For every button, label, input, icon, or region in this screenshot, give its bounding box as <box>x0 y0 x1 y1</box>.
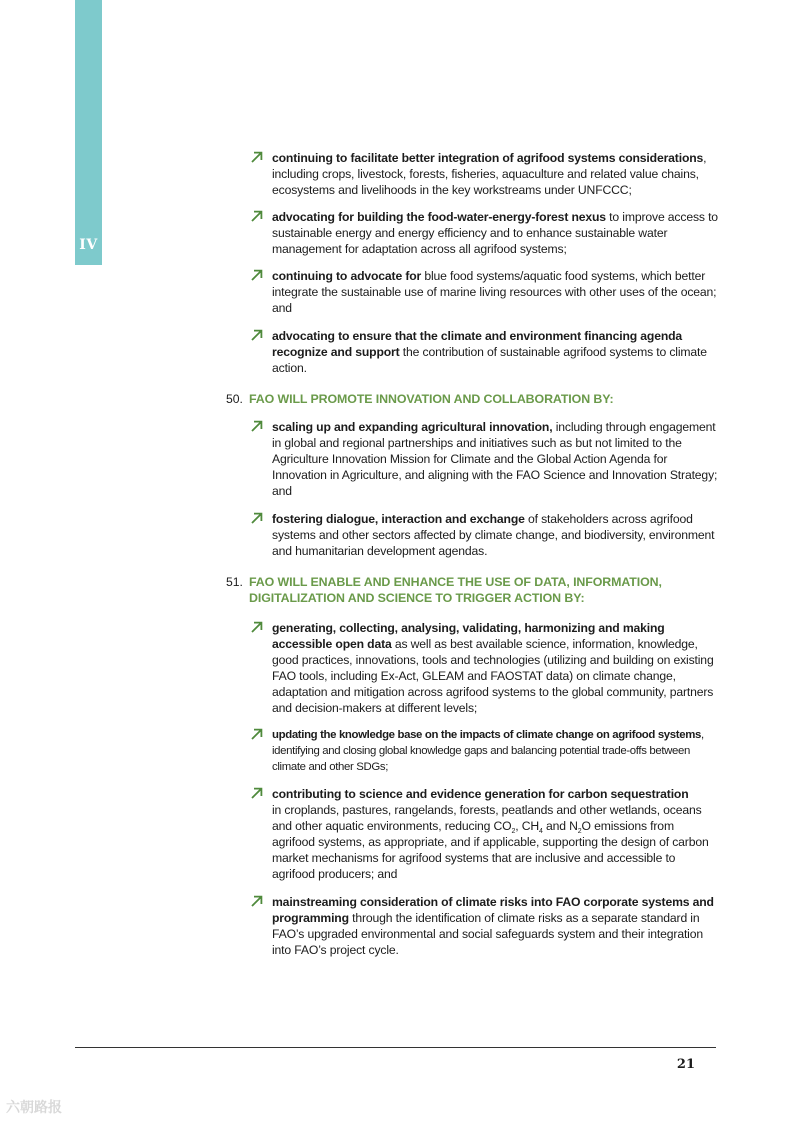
section-number: 51. <box>226 575 243 589</box>
footer-divider <box>75 1047 716 1048</box>
arrow-bullet-icon <box>250 786 264 800</box>
list-item <box>272 150 720 198</box>
arrow-bullet-icon <box>250 209 264 223</box>
section-heading <box>249 574 699 606</box>
item-text: , CH <box>515 819 540 833</box>
section-heading: FAO WILL PROMOTE INNOVATION AND COLLABORATION BY: <box>249 392 614 406</box>
chapter-side-tab <box>75 0 102 265</box>
list-item <box>272 328 720 376</box>
page-number: 21 <box>676 1057 695 1072</box>
item-text: of stakeholders across agrifood systems and other sectors affected by climate change, and biodiversity, environment and humanitarian development agendas. <box>272 512 715 558</box>
item-text: including through engagement in global and regional partnerships and initiatives such as but not limited to the Agriculture Innovation Mission for Climate and the Global Action Agenda for Innovation in Agriculture, and aligning with the FAO Science and Innovation Strategy; and <box>272 420 718 498</box>
item-text: and N <box>542 819 578 833</box>
list-item <box>272 209 720 257</box>
item-bold-lead: advocating to ensure that the climate and environment financing agenda recognize and support <box>272 329 683 359</box>
item-bold-lead: contributing to science and evidence generation for carbon sequestration <box>272 787 689 801</box>
arrow-bullet-icon <box>250 328 264 342</box>
subscript: 4 <box>539 828 543 835</box>
arrow-bullet-icon <box>250 150 264 164</box>
item-text: , including crops, livestock, forests, fisheries, aquaculture and related value chains, ecosystems and livelihoods in the key workstreams under UNFCCC; <box>272 151 707 197</box>
item-bold-lead: continuing to advocate for <box>272 269 422 283</box>
list-item <box>272 727 720 775</box>
subscript: 2 <box>511 828 516 835</box>
item-bold-lead: generating, collecting, analysing, validating, harmonizing and making accessible open data <box>272 621 665 651</box>
item-bold-lead: updating the knowledge base on the impacts of climate change on agrifood systems <box>272 729 701 741</box>
list-item <box>272 419 720 499</box>
arrow-bullet-icon <box>250 511 264 525</box>
list-item <box>272 620 720 716</box>
list-item <box>272 511 720 559</box>
arrow-bullet-icon <box>250 419 264 433</box>
section-heading-line: FAO WILL ENABLE AND ENHANCE THE USE OF DATA, INFORMATION, <box>249 575 662 589</box>
section-heading-line: DIGITALIZATION AND SCIENCE TO TRIGGER ACTION BY: <box>249 591 585 605</box>
item-text: to improve access to sustainable energy and energy efficiency and to enhance sustainable water management for adaptation across all agrifood systems; <box>272 210 718 256</box>
item-bold-lead: continuing to facilitate better integration of agrifood systems considerations <box>272 151 704 165</box>
item-bold-lead: scaling up and expanding agricultural innovation, <box>272 420 553 434</box>
chapter-label: IV <box>79 237 98 253</box>
item-bold-lead: advocating for building the food-water-energy-forest nexus <box>272 210 606 224</box>
item-text: in croplands, pastures, rangelands, forests, peatlands and other wetlands, oceans and other aquatic environments, reducing CO <box>272 803 702 833</box>
section-number: 50. <box>226 392 243 406</box>
item-text: O emissions from agrifood systems, as appropriate, and if applicable, supporting the design of carbon market mechanisms for agrifood systems that are inclusive and accessible to agrifood producers; and <box>272 819 709 881</box>
item-text: , identifying and closing global knowledge gaps and balancing potential trade-offs between climate and other SDGs; <box>272 729 704 773</box>
list-item <box>272 894 720 958</box>
arrow-bullet-icon <box>250 620 264 634</box>
arrow-bullet-icon <box>250 894 264 908</box>
subscript: 2 <box>577 828 582 835</box>
item-text: through the identification of climate risks as a separate standard in FAO’s upgraded environmental and social safeguards system and their integration into FAO’s project cycle. <box>272 911 703 957</box>
item-text: the contribution of sustainable agrifood systems to climate action. <box>272 345 707 375</box>
item-bold-lead: fostering dialogue, interaction and exchange <box>272 512 525 526</box>
list-item <box>272 786 720 882</box>
arrow-bullet-icon <box>250 268 264 282</box>
item-text: blue food systems/aquatic food systems, which better integrate the sustainable use of marine living resources with other uses of the ocean; and <box>272 269 717 315</box>
item-text: as well as best available science, information, knowledge, good practices, innovations, tools and technologies (utilizing and building on existing FAO tools, including Ex-Act, GLEAM and FAOSTAT data) on climate change, adaptation and mitigation across agrifood systems to the global community, partners and decision-makers at different levels; <box>272 637 714 715</box>
item-bold-lead: mainstreaming consideration of climate risks into FAO corporate systems and programming <box>272 895 714 925</box>
arrow-bullet-icon <box>250 727 264 741</box>
watermark: 六朝路报 <box>6 1099 62 1115</box>
list-item <box>272 268 720 316</box>
